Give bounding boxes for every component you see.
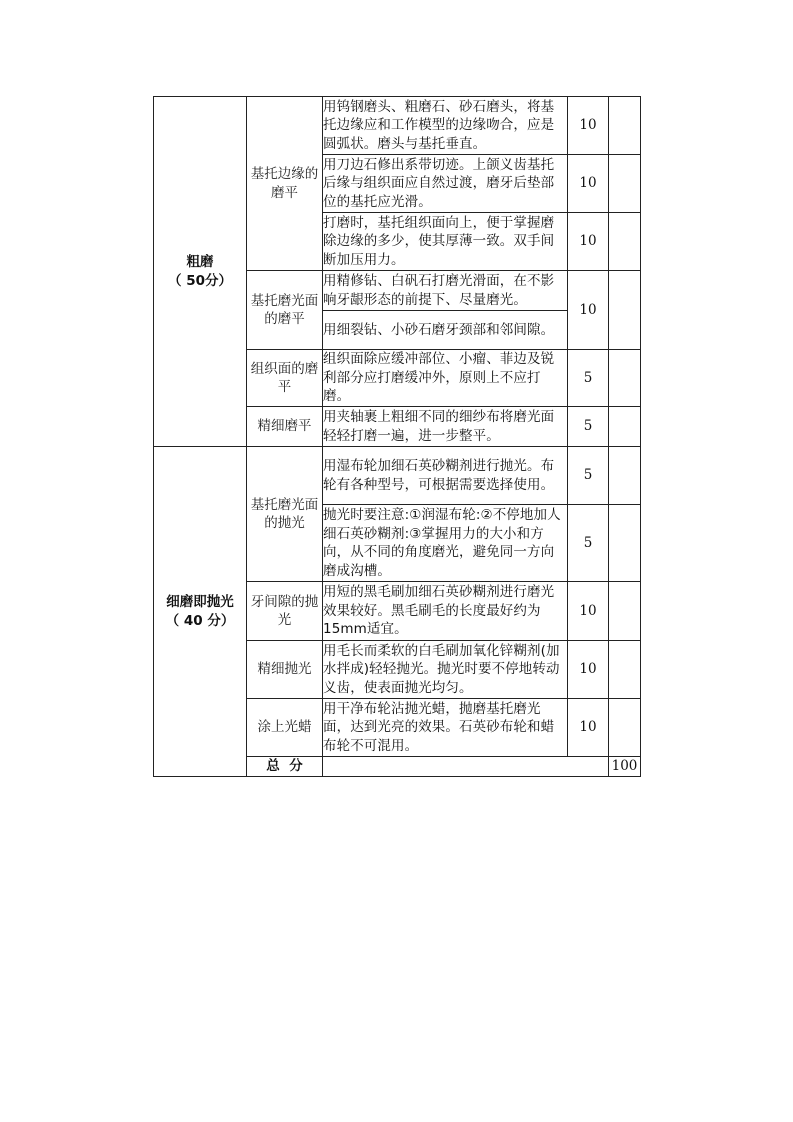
criterion-score: 10 bbox=[568, 699, 609, 757]
subcategory-cell: 精细抛光 bbox=[247, 641, 323, 699]
category-title: 粗磨 bbox=[186, 254, 214, 270]
total-blank-cell bbox=[323, 757, 609, 777]
score-entry-cell bbox=[609, 97, 641, 155]
criterion-text: 组织面除应缓冲部位、小瘤、菲边及锐利部分应打磨缓冲外，原则上不应打磨。 bbox=[323, 350, 568, 407]
criterion-text: 用精修钻、白矾石打磨光滑面，在不影响牙龈形态的前提下、尽量磨光。 bbox=[323, 271, 568, 311]
criterion-score: 10 bbox=[568, 97, 609, 155]
score-entry-cell bbox=[609, 699, 641, 757]
criterion-text: 用钨钢磨头、粗磨石、砂石磨头，将基托边缘应和工作模型的边缘吻合，应是圆弧状。磨头与基托垂直。 bbox=[323, 97, 568, 155]
category-title: 细磨即抛光 bbox=[166, 594, 234, 610]
score-entry-cell bbox=[609, 641, 641, 699]
category-cell-rough-grinding bbox=[154, 97, 247, 447]
subcategory-cell: 组织面的磨平 bbox=[247, 350, 323, 407]
subcategory-cell: 基托磨光面的抛光 bbox=[247, 447, 323, 582]
score-entry-cell bbox=[609, 505, 641, 582]
category-cell-fine-polishing bbox=[154, 447, 247, 777]
subcategory-cell: 涂上光蜡 bbox=[247, 699, 323, 757]
scoring-table bbox=[153, 96, 641, 777]
subcategory-cell: 精细磨平 bbox=[247, 407, 323, 447]
total-score: 100 bbox=[609, 757, 641, 777]
criterion-text: 用毛长而柔软的白毛刷加氧化锌糊剂(加水拌成)轻轻抛光。抛光时要不停地转动义齿，使表面抛光均匀。 bbox=[323, 641, 568, 699]
total-label: 总 分 bbox=[247, 757, 323, 777]
criterion-score: 5 bbox=[568, 350, 609, 407]
criterion-text: 用刀边石修出系带切迹。上颌义齿基托后缘与组织面应自然过渡，磨牙后垫部位的基托应光滑。 bbox=[323, 155, 568, 213]
criterion-text: 用干净布轮沾抛光蜡，抛磨基托磨光面，达到光亮的效果。石英砂布轮和蜡布轮不可混用。 bbox=[323, 699, 568, 757]
criterion-text: 用细裂钻、小砂石磨牙颈部和邻间隙。 bbox=[323, 311, 568, 350]
criterion-score: 10 bbox=[568, 213, 609, 271]
criterion-text: 用短的黑毛刷加细石英砂糊剂进行磨光效果较好。黑毛刷毛的长度最好约为15mm适宜。 bbox=[323, 582, 568, 641]
criterion-score: 10 bbox=[568, 641, 609, 699]
criterion-score: 5 bbox=[568, 407, 609, 447]
score-entry-cell bbox=[609, 155, 641, 213]
criterion-score: 10 bbox=[568, 271, 609, 350]
score-entry-cell bbox=[609, 213, 641, 271]
category-points: （ 50分） bbox=[168, 272, 232, 289]
criterion-text: 抛光时要注意:①润湿布轮:②不停地加人细石英砂糊剂:③掌握用力的大小和方向，从不同的角度磨光，避免同一方向磨成沟槽。 bbox=[323, 505, 568, 582]
score-entry-cell bbox=[609, 447, 641, 505]
criterion-score: 5 bbox=[568, 505, 609, 582]
subcategory-cell: 牙间隙的抛光 bbox=[247, 582, 323, 641]
criterion-text: 用夹轴裹上粗细不同的细纱布将磨光面轻轻打磨一遍，进一步整平。 bbox=[323, 407, 568, 447]
criterion-score: 10 bbox=[568, 155, 609, 213]
score-entry-cell bbox=[609, 271, 641, 350]
criterion-score: 10 bbox=[568, 582, 609, 641]
category-points: （ 40 分） bbox=[165, 612, 235, 629]
subcategory-cell: 基托边缘的磨平 bbox=[247, 97, 323, 271]
score-entry-cell bbox=[609, 407, 641, 447]
score-entry-cell bbox=[609, 582, 641, 641]
score-entry-cell bbox=[609, 350, 641, 407]
subcategory-cell: 基托磨光面的磨平 bbox=[247, 271, 323, 350]
criterion-text: 打磨时，基托组织面向上，便于掌握磨除边缘的多少，使其厚薄一致。双手间断加压用力。 bbox=[323, 213, 568, 271]
criterion-score: 5 bbox=[568, 447, 609, 505]
criterion-text: 用湿布轮加细石英砂糊剂进行抛光。布轮有各种型号，可根据需要选择使用。 bbox=[323, 447, 568, 505]
